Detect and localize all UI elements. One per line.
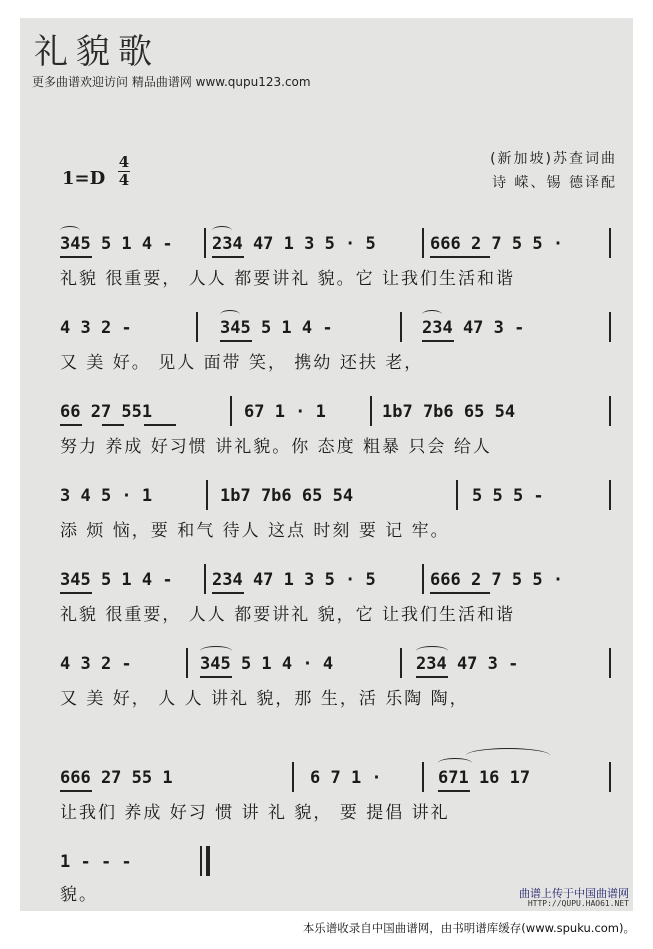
underline-beam [60, 256, 92, 258]
barline [609, 480, 611, 510]
barline [292, 762, 294, 792]
underline-beam [60, 424, 82, 426]
score-sheet [20, 18, 633, 911]
final-barline-thin [200, 846, 202, 876]
footer-note: 本乐谱收录自中国曲谱网，由书明谱库缓存(www.spuku.com)。 [302, 921, 635, 935]
barline [204, 228, 206, 258]
barline [609, 228, 611, 258]
barline [456, 480, 458, 510]
slur [466, 748, 550, 763]
slur [212, 226, 232, 235]
barline [196, 312, 198, 342]
notes-line4-bar2: 1b7 7b6 65 54 [220, 486, 354, 506]
lyrics-line7: 让我们 养成 好习 惯 讲 礼 貌， 要 提倡 讲礼 [60, 803, 450, 823]
underline-beam [422, 340, 454, 342]
slur [60, 226, 80, 235]
barline [609, 648, 611, 678]
notes-line6-bar1: 4 3 2 - [60, 654, 132, 674]
lyrics-line2: 又 美 好。 见人 面带 笑， 携幼 还扶 老， [60, 353, 424, 373]
lyrics-line1: 礼貌 很重要， 人人 都要讲礼 貌。它 让我们生活和谐 [60, 269, 516, 289]
underline-beam [438, 790, 470, 792]
time-signature-bottom: 4 [118, 171, 130, 189]
barline [400, 648, 402, 678]
notes-line7-bar3: 671 16 17 [438, 768, 531, 788]
barline [422, 228, 424, 258]
underline-beam [220, 340, 252, 342]
song-title: 礼貌歌 [34, 32, 160, 72]
composer-credit: (新加坡)苏查词曲 [490, 151, 617, 167]
barline [609, 762, 611, 792]
barline [204, 564, 206, 594]
notes-line5-bar2: 234 47 1 3 5 · 5 [212, 570, 376, 590]
notes-line2-bar2: 345 5 1 4 - [220, 318, 333, 338]
underline-beam [144, 424, 176, 426]
underline-beam [200, 676, 232, 678]
underline-beam [416, 676, 448, 678]
underline-beam [430, 592, 490, 594]
notes-line3-bar3: 1b7 7b6 65 54 [382, 402, 516, 422]
notes-line6-bar2: 345 5 1 4 · 4 [200, 654, 334, 674]
notes-line7-bar2: 6 7 1 · [310, 768, 382, 788]
barline [230, 396, 232, 426]
barline [609, 396, 611, 426]
notes-line6-bar3: 234 47 3 - [416, 654, 519, 674]
underline-beam [430, 256, 490, 258]
slur [422, 310, 442, 319]
notes-line1-bar1: 345 5 1 4 - [60, 234, 173, 254]
notes-line4-bar1: 3 4 5 · 1 [60, 486, 153, 506]
key-signature: 1=D [62, 168, 106, 189]
barline [422, 564, 424, 594]
translator-credit: 诗 嵘、锡 德译配 [492, 175, 617, 191]
notes-line7-bar1: 666 27 55 1 [60, 768, 173, 788]
notes-line2-bar3: 234 47 3 - [422, 318, 525, 338]
barline [370, 396, 372, 426]
barline [609, 312, 611, 342]
barline [422, 762, 424, 792]
watermark-url: HTTP://QUPU.HAO61.NET [527, 899, 629, 908]
notes-line2-bar1: 4 3 2 - [60, 318, 132, 338]
underline-beam [60, 790, 92, 792]
slur [200, 646, 232, 656]
final-barline-thick [206, 846, 210, 876]
underline-beam [102, 424, 124, 426]
notes-line3-bar1: 66 27 551 [60, 402, 153, 422]
barline [186, 648, 188, 678]
barline [206, 480, 208, 510]
notes-line8: 1 - - - [60, 852, 132, 872]
time-signature-top: 4 [118, 153, 130, 171]
time-signature [118, 154, 130, 189]
underline-beam [212, 592, 244, 594]
lyrics-line8: 貌。 [60, 885, 98, 905]
site-subtitle: 更多曲谱欢迎访问 精品曲谱网 www.qupu123.com [32, 75, 311, 89]
slur [220, 310, 240, 319]
underline-beam [212, 256, 244, 258]
watermark-site: 曲谱上传于中国曲谱网 [519, 887, 629, 900]
slur [416, 646, 448, 656]
lyrics-line5: 礼貌 很重要， 人人 都要讲礼 貌，它 让我们生活和谐 [60, 605, 516, 625]
notes-line1-bar3: 666 2 7 5 5 · [430, 234, 564, 254]
barline [400, 312, 402, 342]
notes-line5-bar3: 666 2 7 5 5 · [430, 570, 564, 590]
lyrics-line6: 又 美 好， 人 人 讲礼 貌，那 生，活 乐陶 陶， [60, 689, 469, 709]
notes-line5-bar1: 345 5 1 4 - [60, 570, 173, 590]
notes-line3-bar2: 67 1 · 1 [244, 402, 326, 422]
notes-line4-bar3: 5 5 5 - [472, 486, 544, 506]
notes-line1-bar2: 234 47 1 3 5 · 5 [212, 234, 376, 254]
underline-beam [60, 592, 92, 594]
lyrics-line3: 努力 养成 好习惯 讲礼貌。你 态度 粗暴 只会 给人 [60, 437, 492, 457]
lyrics-line4: 添 烦 恼，要 和气 待人 这点 时刻 要 记 牢。 [60, 521, 450, 541]
